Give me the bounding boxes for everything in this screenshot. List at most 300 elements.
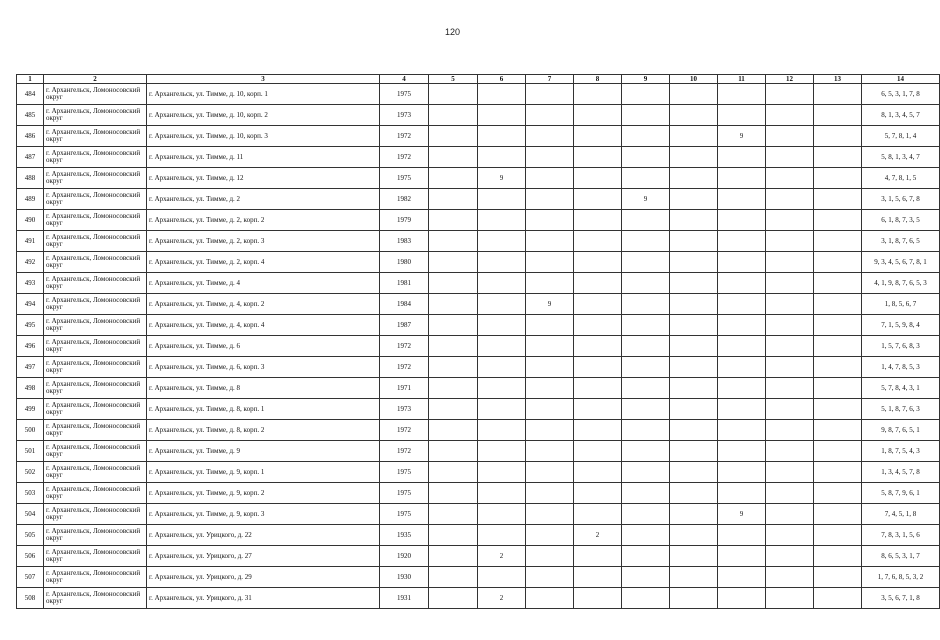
col6-cell <box>478 441 526 462</box>
col8-cell <box>574 147 622 168</box>
col11-cell <box>718 525 766 546</box>
row-number-cell: 488 <box>17 168 44 189</box>
col5-cell <box>429 168 478 189</box>
year-cell: 1972 <box>380 357 429 378</box>
col13-cell <box>814 336 862 357</box>
col11-cell <box>718 567 766 588</box>
col9-cell <box>622 357 670 378</box>
col13-cell <box>814 105 862 126</box>
col5-cell <box>429 336 478 357</box>
column-header: 8 <box>574 75 622 84</box>
col14-cell: 4, 1, 9, 8, 7, 6, 5, 3 <box>862 273 940 294</box>
col12-cell <box>766 336 814 357</box>
table-row <box>17 588 940 609</box>
year-cell: 1930 <box>380 567 429 588</box>
col6-cell: 9 <box>478 168 526 189</box>
col5-cell <box>429 147 478 168</box>
year-cell: 1972 <box>380 441 429 462</box>
col12-cell <box>766 294 814 315</box>
col8-cell <box>574 189 622 210</box>
col5-cell <box>429 378 478 399</box>
table-body <box>17 84 940 609</box>
col14-cell: 5, 7, 8, 1, 4 <box>862 126 940 147</box>
year-cell: 1920 <box>380 546 429 567</box>
col7-cell <box>526 546 574 567</box>
col10-cell <box>670 105 718 126</box>
row-number-cell: 491 <box>17 231 44 252</box>
table-row <box>17 525 940 546</box>
address-cell: г. Архангельск, ул. Тимме, д. 8 <box>147 378 380 399</box>
row-number-cell: 503 <box>17 483 44 504</box>
district-cell: г. Архангельск, Ломоносовский округ <box>44 126 147 147</box>
col7-cell <box>526 231 574 252</box>
table-row <box>17 273 940 294</box>
table-row <box>17 315 940 336</box>
col12-cell <box>766 378 814 399</box>
col12-cell <box>766 441 814 462</box>
col13-cell <box>814 357 862 378</box>
district-cell: г. Архангельск, Ломоносовский округ <box>44 210 147 231</box>
year-cell: 1981 <box>380 273 429 294</box>
address-cell: г. Архангельск, ул. Тимме, д. 2, корп. 3 <box>147 231 380 252</box>
col7-cell <box>526 147 574 168</box>
col9-cell <box>622 378 670 399</box>
col7-cell <box>526 252 574 273</box>
col14-cell: 1, 4, 7, 8, 5, 3 <box>862 357 940 378</box>
col13-cell <box>814 294 862 315</box>
col10-cell <box>670 273 718 294</box>
col5-cell <box>429 231 478 252</box>
col11-cell <box>718 420 766 441</box>
col7-cell <box>526 441 574 462</box>
col10-cell <box>670 147 718 168</box>
table-row <box>17 441 940 462</box>
year-cell: 1971 <box>380 378 429 399</box>
col7-cell <box>526 357 574 378</box>
col7-cell <box>526 315 574 336</box>
year-cell: 1975 <box>380 84 429 105</box>
col10-cell <box>670 378 718 399</box>
col9-cell <box>622 294 670 315</box>
col12-cell <box>766 147 814 168</box>
col13-cell <box>814 567 862 588</box>
col8-cell <box>574 294 622 315</box>
col9-cell <box>622 588 670 609</box>
col7-cell: 9 <box>526 294 574 315</box>
col8-cell <box>574 252 622 273</box>
col6-cell <box>478 126 526 147</box>
col6-cell <box>478 483 526 504</box>
col14-cell: 8, 1, 3, 4, 5, 7 <box>862 105 940 126</box>
col10-cell <box>670 546 718 567</box>
district-cell: г. Архангельск, Ломоносовский округ <box>44 84 147 105</box>
col10-cell <box>670 357 718 378</box>
address-cell: г. Архангельск, ул. Тимме, д. 9 <box>147 441 380 462</box>
district-cell: г. Архангельск, Ломоносовский округ <box>44 399 147 420</box>
table-row <box>17 378 940 399</box>
row-number-cell: 489 <box>17 189 44 210</box>
col11-cell <box>718 378 766 399</box>
col5-cell <box>429 504 478 525</box>
table-row <box>17 231 940 252</box>
col5-cell <box>429 273 478 294</box>
address-cell: г. Архангельск, ул. Тимме, д. 4, корп. 4 <box>147 315 380 336</box>
table-row <box>17 483 940 504</box>
district-cell: г. Архангельск, Ломоносовский округ <box>44 567 147 588</box>
col6-cell <box>478 525 526 546</box>
col8-cell <box>574 399 622 420</box>
row-number-cell: 490 <box>17 210 44 231</box>
district-cell: г. Архангельск, Ломоносовский округ <box>44 525 147 546</box>
district-cell: г. Архангельск, Ломоносовский округ <box>44 105 147 126</box>
col8-cell <box>574 273 622 294</box>
col12-cell <box>766 273 814 294</box>
year-cell: 1972 <box>380 147 429 168</box>
col10-cell <box>670 315 718 336</box>
col9-cell <box>622 273 670 294</box>
district-cell: г. Архангельск, Ломоносовский округ <box>44 252 147 273</box>
col10-cell <box>670 441 718 462</box>
column-header: 6 <box>478 75 526 84</box>
col14-cell: 7, 8, 3, 1, 5, 6 <box>862 525 940 546</box>
column-header: 11 <box>718 75 766 84</box>
address-cell: г. Архангельск, ул. Тимме, д. 2, корп. 4 <box>147 252 380 273</box>
district-cell: г. Архангельск, Ломоносовский округ <box>44 441 147 462</box>
col5-cell <box>429 126 478 147</box>
col9-cell <box>622 399 670 420</box>
col14-cell: 4, 7, 8, 1, 5 <box>862 168 940 189</box>
year-cell: 1980 <box>380 252 429 273</box>
year-cell: 1979 <box>380 210 429 231</box>
col6-cell <box>478 567 526 588</box>
col8-cell <box>574 483 622 504</box>
table-row <box>17 84 940 105</box>
col10-cell <box>670 462 718 483</box>
year-cell: 1975 <box>380 168 429 189</box>
col14-cell: 7, 4, 5, 1, 8 <box>862 504 940 525</box>
col7-cell <box>526 189 574 210</box>
col9-cell <box>622 84 670 105</box>
col13-cell <box>814 525 862 546</box>
col9-cell <box>622 315 670 336</box>
district-cell: г. Архангельск, Ломоносовский округ <box>44 273 147 294</box>
col7-cell <box>526 84 574 105</box>
col5-cell <box>429 546 478 567</box>
col13-cell <box>814 210 862 231</box>
col14-cell: 9, 8, 7, 6, 5, 1 <box>862 420 940 441</box>
col5-cell <box>429 315 478 336</box>
col14-cell: 6, 5, 3, 1, 7, 8 <box>862 84 940 105</box>
year-cell: 1931 <box>380 588 429 609</box>
col12-cell <box>766 525 814 546</box>
table-row <box>17 420 940 441</box>
col5-cell <box>429 462 478 483</box>
col11-cell <box>718 546 766 567</box>
col5-cell <box>429 84 478 105</box>
col13-cell <box>814 504 862 525</box>
address-cell: г. Архангельск, ул. Тимме, д. 8, корп. 2 <box>147 420 380 441</box>
address-cell: г. Архангельск, ул. Тимме, д. 2 <box>147 189 380 210</box>
col12-cell <box>766 252 814 273</box>
col11-cell <box>718 315 766 336</box>
col12-cell <box>766 399 814 420</box>
row-number-cell: 504 <box>17 504 44 525</box>
col14-cell: 5, 7, 8, 4, 3, 1 <box>862 378 940 399</box>
col10-cell <box>670 294 718 315</box>
col6-cell <box>478 357 526 378</box>
col9-cell <box>622 504 670 525</box>
col5-cell <box>429 588 478 609</box>
col10-cell <box>670 504 718 525</box>
col7-cell <box>526 399 574 420</box>
col6-cell: 2 <box>478 588 526 609</box>
col8-cell <box>574 315 622 336</box>
col8-cell <box>574 567 622 588</box>
col8-cell <box>574 420 622 441</box>
col14-cell: 6, 1, 8, 7, 3, 5 <box>862 210 940 231</box>
col13-cell <box>814 84 862 105</box>
col7-cell <box>526 168 574 189</box>
col13-cell <box>814 588 862 609</box>
address-cell: г. Архангельск, ул. Тимме, д. 12 <box>147 168 380 189</box>
col9-cell <box>622 462 670 483</box>
col8-cell <box>574 357 622 378</box>
address-cell: г. Архангельск, ул. Урицкого, д. 31 <box>147 588 380 609</box>
column-header: 13 <box>814 75 862 84</box>
col12-cell <box>766 504 814 525</box>
col12-cell <box>766 462 814 483</box>
col14-cell: 1, 7, 6, 8, 5, 3, 2 <box>862 567 940 588</box>
col12-cell <box>766 315 814 336</box>
col10-cell <box>670 567 718 588</box>
col12-cell <box>766 126 814 147</box>
row-number-cell: 508 <box>17 588 44 609</box>
col6-cell <box>478 273 526 294</box>
address-cell: г. Архангельск, ул. Тимме, д. 11 <box>147 147 380 168</box>
housing-table <box>16 74 940 609</box>
district-cell: г. Архангельск, Ломоносовский округ <box>44 315 147 336</box>
row-number-cell: 486 <box>17 126 44 147</box>
year-cell: 1973 <box>380 105 429 126</box>
col12-cell <box>766 210 814 231</box>
col6-cell <box>478 315 526 336</box>
col6-cell <box>478 84 526 105</box>
col11-cell <box>718 84 766 105</box>
col13-cell <box>814 315 862 336</box>
col6-cell <box>478 105 526 126</box>
col11-cell <box>718 273 766 294</box>
col5-cell <box>429 525 478 546</box>
col13-cell <box>814 462 862 483</box>
col12-cell <box>766 105 814 126</box>
col9-cell <box>622 441 670 462</box>
col10-cell <box>670 336 718 357</box>
address-cell: г. Архангельск, ул. Тимме, д. 6, корп. 3 <box>147 357 380 378</box>
col10-cell <box>670 483 718 504</box>
col9-cell <box>622 147 670 168</box>
col6-cell <box>478 210 526 231</box>
col8-cell: 2 <box>574 525 622 546</box>
col10-cell <box>670 126 718 147</box>
year-cell: 1973 <box>380 399 429 420</box>
table-row <box>17 294 940 315</box>
district-cell: г. Архангельск, Ломоносовский округ <box>44 588 147 609</box>
row-number-cell: 495 <box>17 315 44 336</box>
row-number-cell: 500 <box>17 420 44 441</box>
col8-cell <box>574 462 622 483</box>
address-cell: г. Архангельск, ул. Тимме, д. 6 <box>147 336 380 357</box>
col9-cell <box>622 525 670 546</box>
year-cell: 1972 <box>380 420 429 441</box>
table-row <box>17 147 940 168</box>
row-number-cell: 507 <box>17 567 44 588</box>
table-row <box>17 252 940 273</box>
address-cell: г. Архангельск, ул. Тимме, д. 8, корп. 1 <box>147 399 380 420</box>
col7-cell <box>526 504 574 525</box>
col11-cell <box>718 336 766 357</box>
row-number-cell: 505 <box>17 525 44 546</box>
col10-cell <box>670 525 718 546</box>
col7-cell <box>526 273 574 294</box>
col7-cell <box>526 378 574 399</box>
column-header: 3 <box>147 75 380 84</box>
col13-cell <box>814 189 862 210</box>
table-row <box>17 105 940 126</box>
col9-cell <box>622 546 670 567</box>
col11-cell <box>718 399 766 420</box>
col14-cell: 1, 8, 5, 6, 7 <box>862 294 940 315</box>
col9-cell <box>622 336 670 357</box>
row-number-cell: 496 <box>17 336 44 357</box>
district-cell: г. Архангельск, Ломоносовский округ <box>44 546 147 567</box>
col10-cell <box>670 252 718 273</box>
col12-cell <box>766 420 814 441</box>
year-cell: 1975 <box>380 462 429 483</box>
year-cell: 1972 <box>380 126 429 147</box>
col14-cell: 9, 3, 4, 5, 6, 7, 8, 1 <box>862 252 940 273</box>
col9-cell <box>622 252 670 273</box>
col14-cell: 5, 8, 1, 3, 4, 7 <box>862 147 940 168</box>
col6-cell <box>478 231 526 252</box>
col6-cell <box>478 294 526 315</box>
col8-cell <box>574 588 622 609</box>
year-cell: 1935 <box>380 525 429 546</box>
col12-cell <box>766 588 814 609</box>
col14-cell: 1, 3, 4, 5, 7, 8 <box>862 462 940 483</box>
col13-cell <box>814 546 862 567</box>
district-cell: г. Архангельск, Ломоносовский округ <box>44 294 147 315</box>
col11-cell <box>718 441 766 462</box>
col14-cell: 5, 1, 8, 7, 6, 3 <box>862 399 940 420</box>
row-number-cell: 499 <box>17 399 44 420</box>
address-cell: г. Архангельск, ул. Тимме, д. 4, корп. 2 <box>147 294 380 315</box>
col9-cell <box>622 231 670 252</box>
year-cell: 1984 <box>380 294 429 315</box>
col12-cell <box>766 189 814 210</box>
col9-cell <box>622 210 670 231</box>
col9-cell <box>622 483 670 504</box>
district-cell: г. Архангельск, Ломоносовский округ <box>44 231 147 252</box>
col12-cell <box>766 483 814 504</box>
col11-cell: 9 <box>718 126 766 147</box>
col5-cell <box>429 399 478 420</box>
table-row <box>17 126 940 147</box>
col12-cell <box>766 231 814 252</box>
table-row <box>17 504 940 525</box>
col13-cell <box>814 399 862 420</box>
address-cell: г. Архангельск, ул. Тимме, д. 9, корп. 2 <box>147 483 380 504</box>
col12-cell <box>766 546 814 567</box>
col8-cell <box>574 336 622 357</box>
row-number-cell: 502 <box>17 462 44 483</box>
col8-cell <box>574 84 622 105</box>
col6-cell <box>478 462 526 483</box>
col6-cell <box>478 147 526 168</box>
col12-cell <box>766 84 814 105</box>
col14-cell: 1, 8, 7, 5, 4, 3 <box>862 441 940 462</box>
col5-cell <box>429 252 478 273</box>
row-number-cell: 493 <box>17 273 44 294</box>
row-number-cell: 501 <box>17 441 44 462</box>
col14-cell: 8, 6, 5, 3, 1, 7 <box>862 546 940 567</box>
district-cell: г. Архангельск, Ломоносовский округ <box>44 357 147 378</box>
col6-cell <box>478 189 526 210</box>
col11-cell <box>718 105 766 126</box>
col8-cell <box>574 378 622 399</box>
row-number-cell: 506 <box>17 546 44 567</box>
address-cell: г. Архангельск, ул. Тимме, д. 2, корп. 2 <box>147 210 380 231</box>
col9-cell <box>622 420 670 441</box>
address-cell: г. Архангельск, ул. Тимме, д. 10, корп. 3 <box>147 126 380 147</box>
table-row <box>17 210 940 231</box>
district-cell: г. Архангельск, Ломоносовский округ <box>44 168 147 189</box>
table-row <box>17 546 940 567</box>
col8-cell <box>574 210 622 231</box>
address-cell: г. Архангельск, ул. Урицкого, д. 29 <box>147 567 380 588</box>
col5-cell <box>429 210 478 231</box>
col10-cell <box>670 588 718 609</box>
col12-cell <box>766 567 814 588</box>
col10-cell <box>670 168 718 189</box>
row-number-cell: 485 <box>17 105 44 126</box>
col6-cell <box>478 252 526 273</box>
col11-cell <box>718 483 766 504</box>
column-header: 12 <box>766 75 814 84</box>
table-row <box>17 189 940 210</box>
column-header: 1 <box>17 75 44 84</box>
district-cell: г. Архангельск, Ломоносовский округ <box>44 483 147 504</box>
col11-cell <box>718 462 766 483</box>
col12-cell <box>766 357 814 378</box>
row-number-cell: 494 <box>17 294 44 315</box>
year-cell: 1983 <box>380 231 429 252</box>
col9-cell <box>622 168 670 189</box>
col7-cell <box>526 105 574 126</box>
column-header: 10 <box>670 75 718 84</box>
col5-cell <box>429 105 478 126</box>
col5-cell <box>429 189 478 210</box>
district-cell: г. Архангельск, Ломоносовский округ <box>44 420 147 441</box>
district-cell: г. Архангельск, Ломоносовский округ <box>44 504 147 525</box>
address-cell: г. Архангельск, ул. Тимме, д. 4 <box>147 273 380 294</box>
table-row <box>17 357 940 378</box>
column-header: 4 <box>380 75 429 84</box>
col10-cell <box>670 84 718 105</box>
col5-cell <box>429 420 478 441</box>
row-number-cell: 487 <box>17 147 44 168</box>
col7-cell <box>526 462 574 483</box>
col10-cell <box>670 399 718 420</box>
